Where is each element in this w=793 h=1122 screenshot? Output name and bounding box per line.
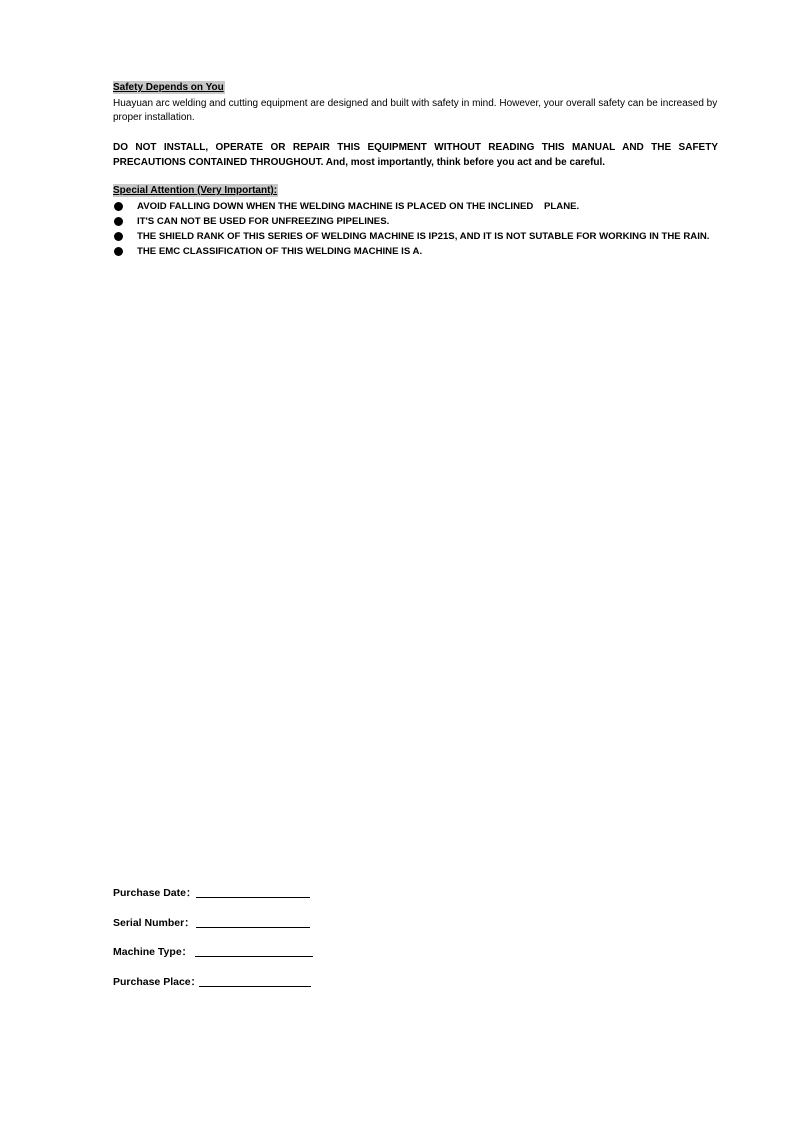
serial-number-row	[113, 915, 413, 945]
machine-type-label: Machine Type：	[113, 946, 193, 958]
purchase-date-row	[113, 885, 413, 915]
special-attention-section	[113, 180, 718, 259]
serial-number-field[interactable]	[196, 927, 310, 928]
serial-number-label: Serial Number：	[113, 916, 195, 929]
purchase-place-field[interactable]	[199, 986, 311, 987]
list-item-text: THE SHIELD RANK OF THIS SERIES OF WELDING MACHINE IS IP21S, AND IT IS NOT SUTABLE FOR WORKING IN THE RAIN.	[137, 231, 710, 242]
safety-warning-text: DO NOT INSTALL, OPERATE OR REPAIR THIS EQUIPMENT WITHOUT READING THIS MANUAL AND THE SAFETY PRECAUTIONS CONTAINED THROUGHOUT. And, most importantly, think before you act and be careful.	[113, 142, 718, 168]
safety-section	[113, 77, 718, 170]
safety-heading: Safety Depends on You	[113, 82, 224, 93]
purchase-date-field[interactable]	[196, 897, 310, 898]
special-attention-heading: Special Attention (Very Important):	[113, 185, 278, 196]
list-item-text: THE EMC CLASSIFICATION OF THIS WELDING MACHINE IS A.	[137, 246, 423, 257]
bullet-icon	[114, 247, 123, 256]
list-item	[113, 229, 718, 244]
list-item	[113, 199, 718, 214]
list-item-text: IT'S CAN NOT BE USED FOR UNFREEZING PIPELINES.	[137, 216, 390, 227]
purchase-place-label: Purchase Place：	[113, 975, 202, 988]
bullet-icon	[114, 232, 123, 241]
list-item	[113, 244, 718, 259]
bullet-icon	[114, 202, 123, 211]
list-item-text: AVOID FALLING DOWN WHEN THE WELDING MACHINE IS PLACED ON THE INCLINED PLANE.	[137, 201, 580, 212]
special-attention-list	[113, 199, 718, 259]
purchase-info-form	[113, 885, 413, 1003]
machine-type-field[interactable]	[195, 956, 313, 957]
safety-body-text: Huayuan arc welding and cutting equipment are designed and built with safety in mind. However, your overall safety can be increased by proper installation.	[113, 98, 718, 123]
bullet-icon	[114, 217, 123, 226]
machine-type-row	[113, 944, 413, 974]
purchase-date-label: Purchase Date：	[113, 887, 197, 899]
purchase-place-row	[113, 974, 413, 1004]
list-item	[113, 214, 718, 229]
